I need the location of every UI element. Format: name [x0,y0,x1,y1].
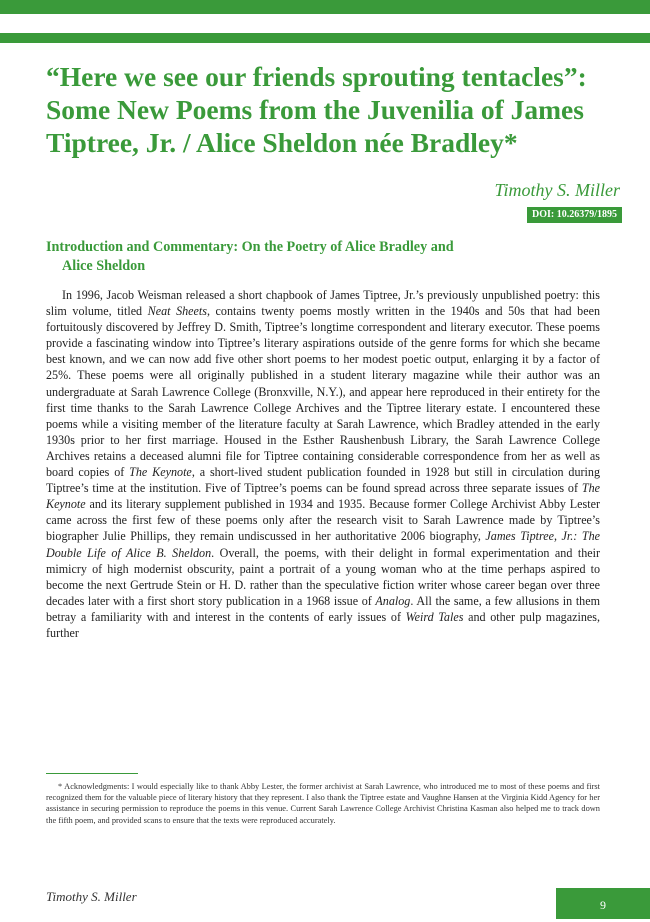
publication-title-keynote: The Keynote [129,465,192,480]
section-heading [46,238,476,276]
body-text-part: , contains twenty poems mostly written in the 1940s and 50s that had been fortuitously discovered by Jeffrey D. Smith, Tiptree’s longtime correspondent and literary executor. These poems provide a fascinating window into Tiptree’s literary aspirations outside of the genre forms for which she became best known, and we can now add five other short poems to her modest poetic output, enlarging it by a factor of 25%. These poems were all originally published in a student literary magazine while their author was an undergraduate at Sarah Lawrence College (Bronxville, N.Y.), and appear here reproduced in their entirety for the first time thanks to the Sarah Lawrence College Archives and the Tiptree literary estate. I encountered these poems while a visiting member of the literature faculty at Sarah Lawrence, which Bradley attended in the early 1930s prior to her first marriage. Housed in the Esther Raushenbush Library, the Sarah Lawrence College Archives retains a deceased alumni file for Tiptree containing considerable correspondence from her as well as board copies of [46,304,600,480]
magazine-title-analog: Analog [375,593,411,608]
publication-title-keynote: The Keynote [46,481,600,512]
magazine-title-weird-tales: Weird Tales [405,609,464,624]
body-text-part: , a short-lived student publication founded in 1928 but still in circulation during Tiptree’s time at the institution. Five of Tiptree’s poems can be found spread across three separate issues of [46,465,601,496]
doi-badge[interactable]: DOI: 10.26379/1895 [527,207,622,223]
body-text-part: and its literary supplement published in 1934 and 1935. Because former College Archivist Abby Lester came across the first few of these poems only after the research visit to Sarah Lawrence made by Tiptree’s biographer Julie Phillips, they remain undiscussed in her authoritative 2006 biography, [46,497,600,544]
body-text-part: . Overall, the poems, with their delight in formal experimentation and their mimicry of high modernist obscurity, paint a portrait of a young woman who at the time perhaps aspired to become the next Gertrude Stein or H. D. rather than the speculative fiction writer whose career began over three decades later with a first short story publication in a 1968 issue of [46,545,601,608]
biography-title: James Tiptree, Jr.: The Double Life of Alice B. Sheldon [46,529,601,560]
body-text-part: . All the same, a few allusions in them betray a familiarity with and interest in the contents of early issues of [46,593,601,624]
footer-author: Timothy S. Miller [46,889,137,904]
section-heading-line2: Alice Sheldon [62,258,146,274]
footnote-divider [46,773,138,774]
article-author: Timothy S. Miller [494,180,620,200]
body-paragraph [46,287,600,641]
body-text-part: In 1996, Jacob Weisman released a short chapbook of James Tiptree, Jr.’s previously unpublished poetry: this slim volume, titled [46,288,600,319]
body-text-part: and other pulp magazines, further [46,609,600,640]
article-title: “Here we see our friends sprouting tentacles”: Some New Poems from the Juvenilia of James Tiptree, Jr. / Alice Sheldon née Bradley* [46,61,587,158]
book-title-neat-sheets: Neat Sheets [147,304,207,319]
header-green-rule [0,33,650,43]
top-green-bar [0,0,650,14]
page-number-box [556,888,650,919]
page-number: 9 [600,898,606,912]
footnote: * Acknowledgments: I would especially like to thank Abby Lester, the former archivist at Sarah Lawrence, who introduced me to most of these poems and first recognized them for the valuable piece of literary history that they represent. I also thank the Tiptree estate and Vaughne Hansen at the Virginia Kidd Agency for her assistance in securing permission to reproduce the poems in this venue. Current Sarah Lawrence College Archivist Christina Kasman also helped me to track down the fifth poem, and provided scans to ensure that the texts were reproduced accurately. [46,782,600,825]
section-heading-line1: Introduction and Commentary: On the Poetry of Alice Bradley and [46,239,454,255]
